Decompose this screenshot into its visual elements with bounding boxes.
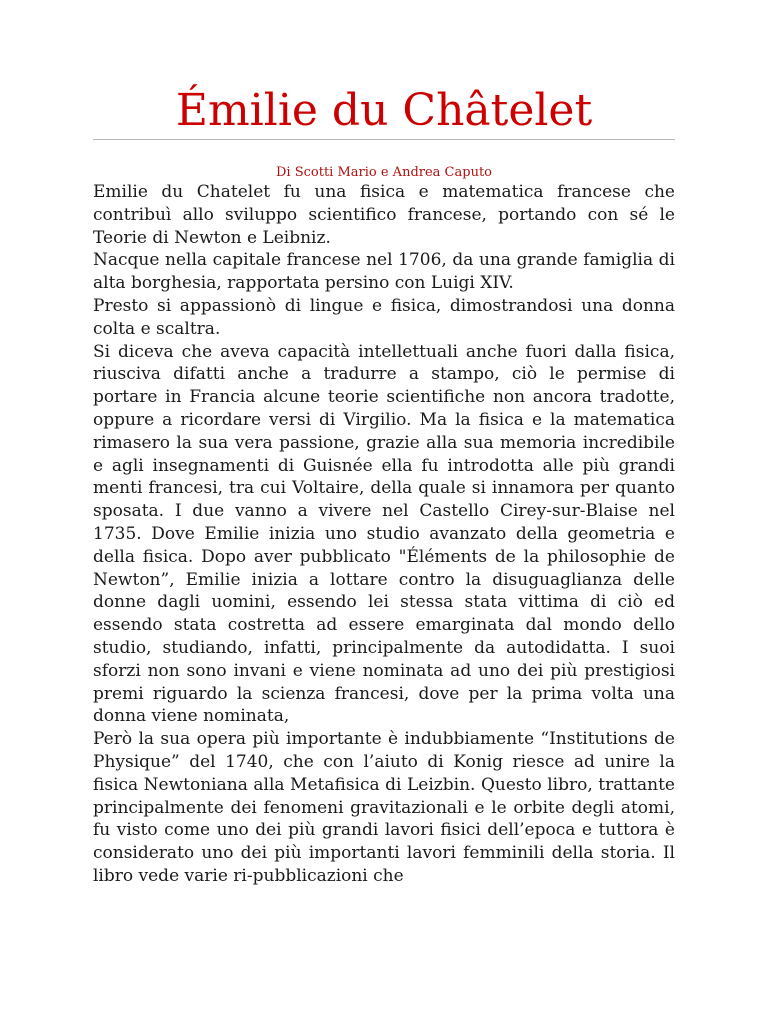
author-byline: Di Scotti Mario e Andrea Caputo bbox=[276, 165, 492, 180]
paragraph: Si diceva che aveva capacità intellettuali anche fuori dalla fisica, riusciva difatti anche a tradurre a stampo, ciò le permise di portare in Francia alcune teorie scientifiche non ancora tradotte, oppure a ricordare versi di Virgilio. Ma la fisica e la matematica rimasero la sua vera passione, grazie alla sua memoria incredibile e agli insegnamenti di Guisnée ella fu introdotta alle più grandi menti francesi, tra cui Voltaire, della quale si innamora per quanto sposata. I due vanno a vivere nel Castello Cirey-sur-Blaise nel 1735. Dove Emilie inizia uno studio avanzato della geometria e della fisica. Dopo aver pubblicato "Éléments de la philosophie de Newton”, Emilie inizia a lottare contro la disuguaglianza delle donne dagli uomini, essendo lei stessa stata vittima di ciò ed essendo stata costretta ad essere emarginata dal mondo dello studio, studiando, infatti, principalmente da autodidatta. I suoi sforzi non sono invani e viene nominata ad uno dei più prestigiosi premi riguardo la scienza francesi, dove per la prima volta una donna viene nominata, bbox=[93, 341, 675, 727]
paragraph: Nacque nella capitale francese nel 1706, da una grande famiglia di alta borghesia, rapportata persino con Luigi XIV. bbox=[93, 250, 675, 294]
title-divider bbox=[93, 139, 675, 140]
paragraph: Però la sua opera più importante è indubbiamente “Institutions de Physique” del 1740, che con l’aiuto di Konig riesce ad unire la fisica Newtoniana alla Metafisica di Leizbin. Questo libro, trattante principalmente dei fenomeni gravitazionali e le orbite degli atomi, fu visto come uno dei più grandi lavori fisici dell’epoca e tuttora è considerato uno dei più importanti lavori femminili della storia. Il libro vede varie ri-pubblicazioni che bbox=[93, 729, 675, 886]
page-title: Émilie du Châtelet bbox=[175, 85, 593, 136]
paragraph: Presto si appassionò di lingue e fisica, dimostrandosi una donna colta e scaltra. bbox=[93, 295, 675, 339]
paragraph: Emilie du Chatelet fu una fisica e matematica francese che contribuì allo sviluppo scientifico francese, portando con sé le Teorie di Newton e Leibniz. bbox=[93, 182, 675, 248]
article-body bbox=[93, 181, 675, 888]
